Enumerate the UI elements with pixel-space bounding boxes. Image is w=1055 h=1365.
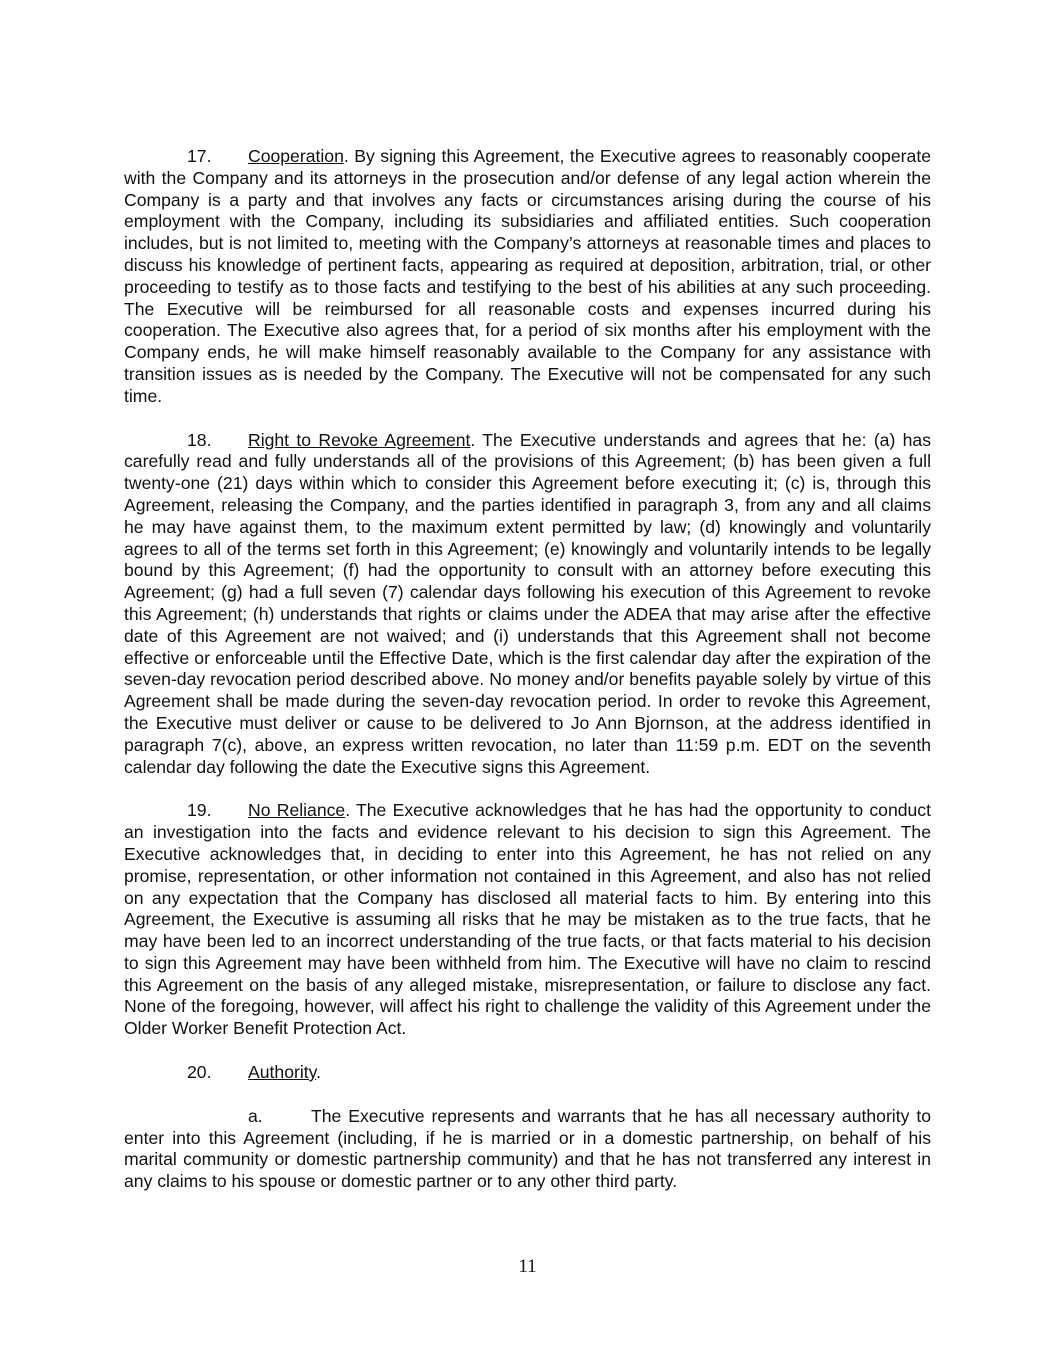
section-20-authority (124, 1062, 931, 1084)
section-body: . By signing this Agreement, the Executive agrees to reasonably cooperate with the Company and its attorneys in the prosecution and/or defense of any legal action wherein the Company is a party and that involves any facts or circumstances arising during the course of his employment with the Company, including its subsidiaries and affiliated entities. Such cooperation includes, but is not limited to, meeting with the Company’s attorneys at reasonable times and places to discuss his knowledge of pertinent facts, appearing as required at deposition, arbitration, trial, or other proceeding to testify as to those facts and testifying to the best of his abilities at any such proceeding. The Executive will be reimbursed for all reasonable costs and expenses incurred during his cooperation. The Executive also agrees that, for a period of six months after his employment with the Company ends, he will make himself reasonably available to the Company for any assistance with transition issues as is needed by the Company. The Executive will not be compensated for any such time. (124, 146, 931, 406)
section-19-no-reliance (124, 800, 931, 1040)
section-17-cooperation (124, 146, 931, 408)
subsection-20a (124, 1106, 931, 1193)
section-number: 18. (187, 429, 212, 450)
section-number: 19. (187, 800, 212, 821)
section-body: . The Executive acknowledges that he has had the opportunity to conduct an investigation into the facts and evidence relevant to his decision to sign this Agreement. The Executive acknowledges that, in deciding to enter into this Agreement, he has not relied on any promise, representation, or other information not contained in this Agreement, and also has not relied on any expectation that the Company has disclosed all material facts to him. By entering into this Agreement, the Executive is assuming all risks that he may be mistaken as to the true facts, that he may have been led to an incorrect understanding of the true facts, or that facts material to his decision to sign this Agreement may have been withheld from him. The Executive will have no claim to rescind this Agreement on the basis of any alleged mistake, misrepresentation, or failure to disclose any fact. None of the foregoing, however, will affect his right to challenge the validity of this Agreement under the Older Worker Benefit Protection Act. (124, 800, 931, 1039)
section-number: 17. (187, 146, 212, 166)
section-18-right-to-revoke (124, 430, 931, 779)
section-heading: Cooperation (248, 146, 344, 166)
page-number: 11 (518, 1256, 537, 1277)
section-heading: No Reliance (248, 800, 346, 821)
document-page (124, 146, 931, 1215)
section-heading: Right to Revoke Agreement (248, 429, 471, 450)
section-body: . (316, 1062, 322, 1083)
subsection-body: The Executive represents and warrants that he has all necessary authority to enter into this Agreement (including, if he is married or in a domestic partnership, on behalf of his marital community or domestic partnership community) and that he has not transferred any interest in any claims to his spouse or domestic partner or to any other third party. (124, 1105, 931, 1192)
section-body: . The Executive understands and agrees that he: (a) has carefully read and fully understands all of the provisions of this Agreement; (b) has been given a full twenty-one (21) days within which to consider this Agreement before executing it; (c) is, through this Agreement, releasing the Company, and the parties identified in paragraph 3, from any and all claims he may have against them, to the maximum extent permitted by law; (d) knowingly and voluntarily agrees to all of the terms set forth in this Agreement; (e) knowingly and voluntarily intends to be legally bound by this Agreement; (f) had the opportunity to consult with an attorney before executing this Agreement; (g) had a full seven (7) calendar days following his execution of this Agreement to revoke this Agreement; (h) understands that rights or claims under the ADEA that may arise after the effective date of this Agreement are not waived; and (i) understands that this Agreement shall not become effective or enforceable until the Effective Date, which is the first calendar day after the expiration of the seven-day revocation period described above. No money and/or benefits payable solely by virtue of this Agreement shall be made during the seven-day revocation period. In order to revoke this Agreement, the Executive must deliver or cause to be delivered to Jo Ann Bjornson, at the address identified in paragraph 7(c), above, an express written revocation, no later than 11:59 p.m. EDT on the seventh calendar day following the date the Executive signs this Agreement. (124, 429, 931, 777)
subsection-label: a. (248, 1105, 263, 1126)
section-heading: Authority (248, 1062, 317, 1083)
section-number: 20. (187, 1062, 212, 1083)
